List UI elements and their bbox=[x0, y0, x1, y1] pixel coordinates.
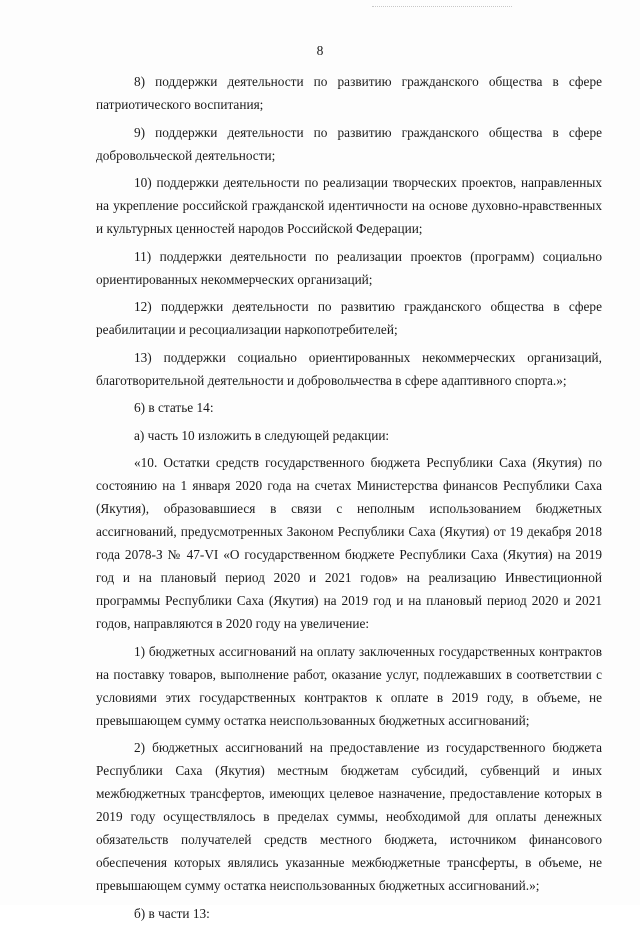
paragraph-article-14: 6) в статье 14: bbox=[134, 400, 214, 415]
scan-header-marks bbox=[372, 6, 512, 13]
paragraph-item-12: 12) поддержки деятельности по развитию гражданского общества в сфере реабилитации и ресоциализации наркопотребителей; bbox=[96, 299, 602, 337]
page-number: 8 bbox=[316, 43, 324, 58]
paragraph-subitem-2: 2) бюджетных ассигнований на предоставление из государственного бюджета Республики Саха (Якутия) местным бюджетам субсидий, субвенций и иных межбюджетных трансфертов, имеющих целевое назначение, предоставление которых в 2019 году осуществлялось в пределах суммы, необходимой для оплаты денежных обязательств получателей средств местного бюджета, источником финансового обеспечения которых являлись указанные межбюджетные трансферты, в объеме, не превышающем сумму остатка неиспользованных бюджетных ассигнований.»; bbox=[96, 740, 602, 893]
paragraph-item-13: 13) поддержки социально ориентированных некоммерческих организаций, благотворительной деятельности и добровольчества в сфере адаптивного спорта.»; bbox=[96, 349, 602, 388]
document-body bbox=[96, 70, 602, 929]
paragraph-part-10-intro: а) часть 10 изложить в следующей редакции: bbox=[134, 427, 390, 443]
paragraph-subitem-1: 1) бюджетных ассигнований на оплату заключенных государственных контрактов на поставку товаров, выполнение работ, оказание услуг, подлежавших в соответствии с условиями этих государственных контрактов к оплате в 2019 году, в объеме, не превышающем сумму остатка неиспользованных бюджетных ассигнований; bbox=[96, 643, 602, 728]
paragraph-item-8: 8) поддержки деятельности по развитию гражданского общества в сфере патриотического воспитания; bbox=[96, 74, 602, 112]
paragraph-item-11: 11) поддержки деятельности по реализации проектов (программ) социально ориентированных некоммерческих организаций; bbox=[96, 248, 602, 287]
paragraph-item-10: 10) поддержки деятельности по реализации творческих проектов, направленных на укрепление российской гражданской идентичности на основе духовно-нравственных и культурных ценностей народов Российской Федерации; bbox=[96, 175, 602, 236]
paragraph-part-13: б) в части 13: bbox=[134, 905, 210, 921]
paragraph-item-9: 9) поддержки деятельности по развитию гражданского общества в сфере добровольческой деятельности; bbox=[96, 124, 602, 163]
paragraph-part-10-text: «10. Остатки средств государственного бюджета Республики Саха (Якутия) по состоянию на 1 января 2020 года на счетах Министерства финансов Республики Саха (Якутия), образовавшиеся в связи с неполным использованием бюджетных ассигнований, предусмотренных Законом Республики Саха (Якутия) от 19 декабря 2018 года 2078-З № 47-VI «О государственном бюджете Республики Саха (Якутия) на 2019 год и на плановый период 2020 и 2021 годов» на реализацию Инвестиционной программы Республики Саха (Якутия) на 2019 год и на плановый период 2020 и 2021 годов, направляются в 2020 году на увеличение: bbox=[96, 455, 602, 631]
